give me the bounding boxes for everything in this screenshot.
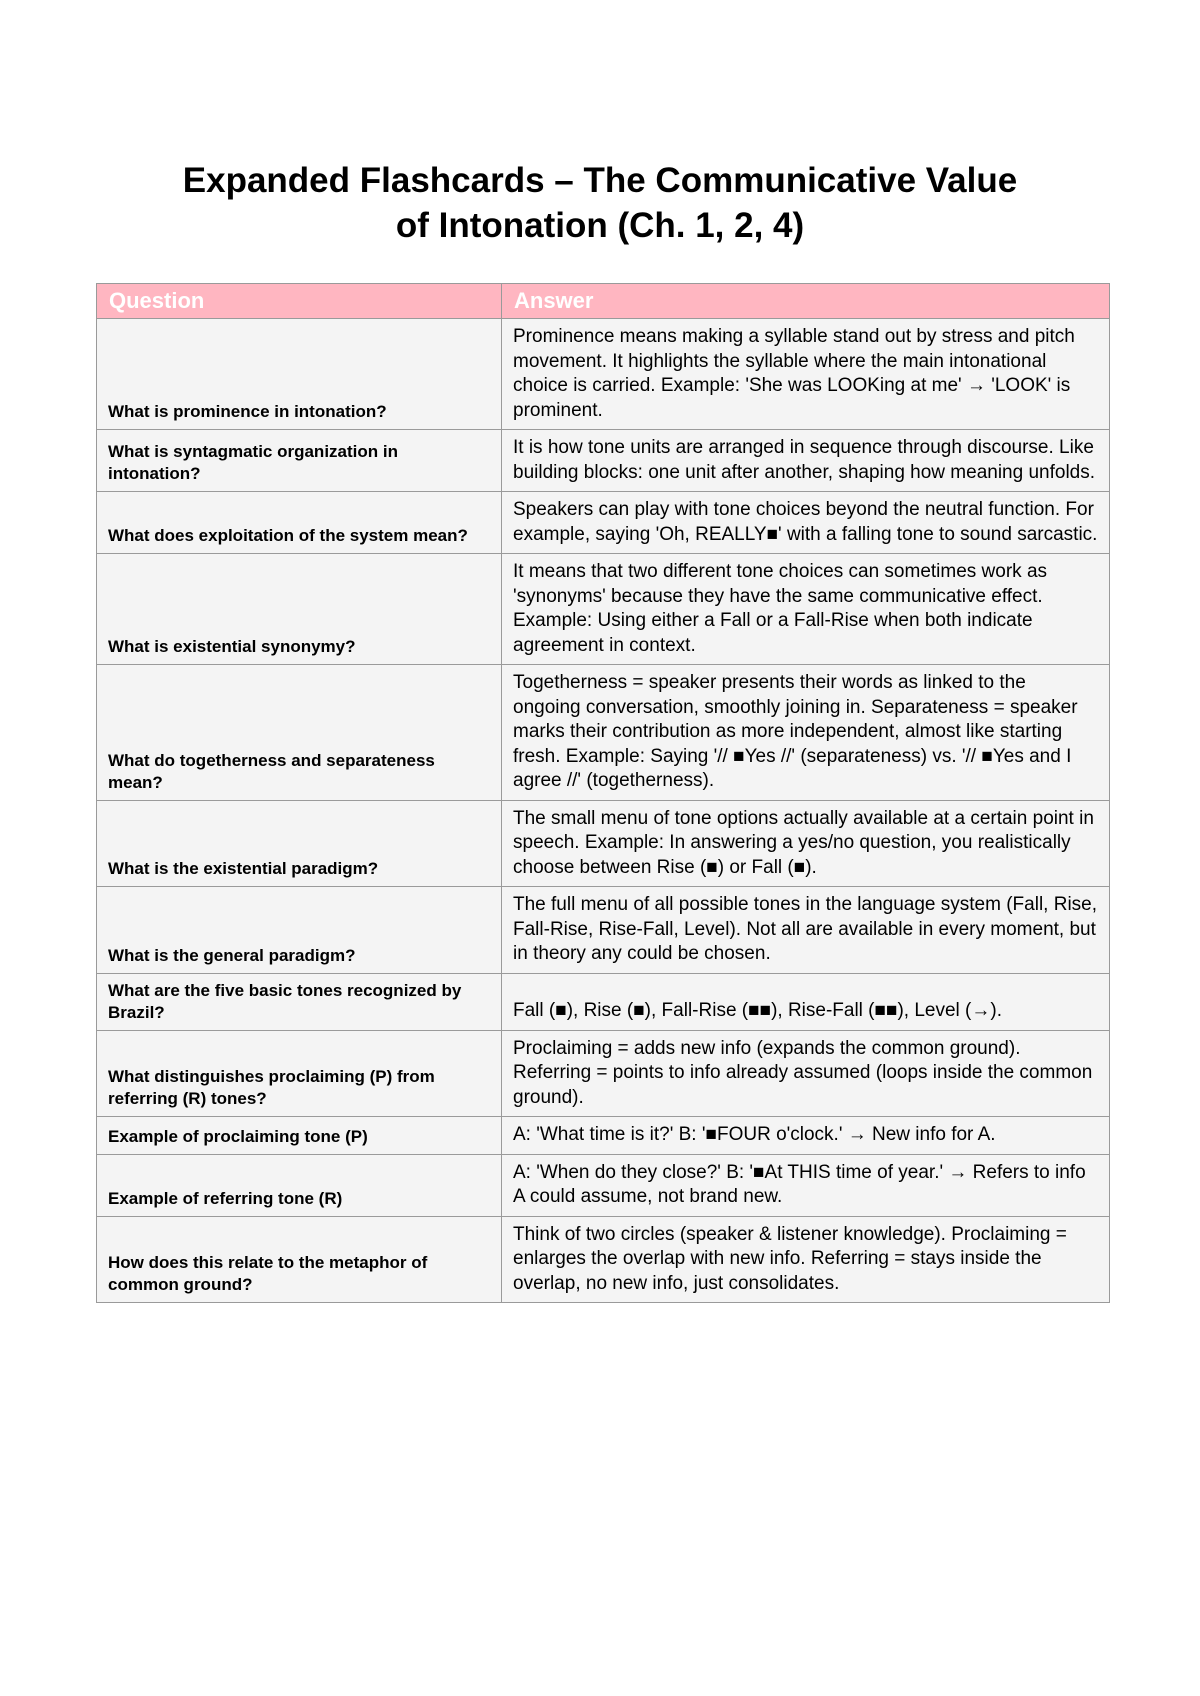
answer-cell: Speakers can play with tone choices beyond the neutral function. For example, saying 'Oh, REALLY■' with a falling tone to sound sarcastic. (502, 492, 1110, 554)
answer-cell: The full menu of all possible tones in the language system (Fall, Rise, Fall-Rise, Rise-Fall, Level). Not all are available in every moment, but in theory any could be chosen. (502, 887, 1110, 974)
answer-cell: A: 'What time is it?' B: '■FOUR o'clock.' → New info for A. (502, 1117, 1110, 1155)
table-row (97, 1030, 1110, 1117)
answer-cell: Think of two circles (speaker & listener knowledge). Proclaiming = enlarges the overlap with new info. Referring = stays inside the overlap, no new info, just consolidates. (502, 1216, 1110, 1303)
question-cell: What is syntagmatic organization in intonation? (97, 430, 502, 492)
table-row (97, 665, 1110, 801)
table-row (97, 973, 1110, 1030)
page-title-line-2: of Intonation (Ch. 1, 2, 4) (395, 206, 805, 245)
table-row (97, 554, 1110, 665)
question-cell: What is existential synonymy? (97, 554, 502, 665)
answer-cell: Proclaiming = adds new info (expands the common ground). Referring = points to info already assumed (loops inside the common ground). (502, 1030, 1110, 1117)
table-row (97, 1216, 1110, 1303)
page-title (0, 158, 1200, 248)
column-header-question: Question (97, 284, 502, 319)
question-cell: What is prominence in intonation? (97, 319, 502, 430)
table-row (97, 319, 1110, 430)
table-row (97, 492, 1110, 554)
question-cell: What distinguishes proclaiming (P) from referring (R) tones? (97, 1030, 502, 1117)
column-header-answer: Answer (502, 284, 1110, 319)
page-title-line-1: Expanded Flashcards – The Communicative Value (182, 161, 1018, 200)
question-cell: What are the five basic tones recognized by Brazil? (97, 973, 502, 1030)
table-row (97, 887, 1110, 974)
table-row (97, 1117, 1110, 1155)
table-row (97, 800, 1110, 887)
answer-cell: It is how tone units are arranged in sequence through discourse. Like building blocks: one unit after another, shaping how meaning unfolds. (502, 430, 1110, 492)
question-cell: What is the existential paradigm? (97, 800, 502, 887)
question-cell: What do togetherness and separateness mean? (97, 665, 502, 801)
question-cell: How does this relate to the metaphor of common ground? (97, 1216, 502, 1303)
flashcards-table (96, 283, 1110, 1303)
answer-cell: Prominence means making a syllable stand out by stress and pitch movement. It highlights the syllable where the main intonational choice is carried. Example: 'She was LOOKing at me' → 'LOOK' is prominent. (502, 319, 1110, 430)
table-row (97, 430, 1110, 492)
question-cell: Example of proclaiming tone (P) (97, 1117, 502, 1155)
question-cell: Example of referring tone (R) (97, 1154, 502, 1216)
table-row (97, 1154, 1110, 1216)
question-cell: What is the general paradigm? (97, 887, 502, 974)
question-cell: What does exploitation of the system mean? (97, 492, 502, 554)
table-header-row (97, 284, 1110, 319)
answer-cell: Fall (■), Rise (■), Fall-Rise (■■), Rise-Fall (■■), Level (→). (502, 973, 1110, 1030)
answer-cell: It means that two different tone choices can sometimes work as 'synonyms' because they have the same communicative effect. Example: Using either a Fall or a Fall-Rise when both indicate agreement in context. (502, 554, 1110, 665)
answer-cell: A: 'When do they close?' B: '■At THIS time of year.' → Refers to info A could assume, not brand new. (502, 1154, 1110, 1216)
answer-cell: The small menu of tone options actually available at a certain point in speech. Example: In answering a yes/no question, you realistically choose between Rise (■) or Fall (■). (502, 800, 1110, 887)
answer-cell: Togetherness = speaker presents their words as linked to the ongoing conversation, smoothly joining in. Separateness = speaker marks their contribution as more independent, almost like starting fresh. Example: Saying '// ■Yes //' (separateness) vs. '// ■Yes and I agree //' (togetherness). (502, 665, 1110, 801)
